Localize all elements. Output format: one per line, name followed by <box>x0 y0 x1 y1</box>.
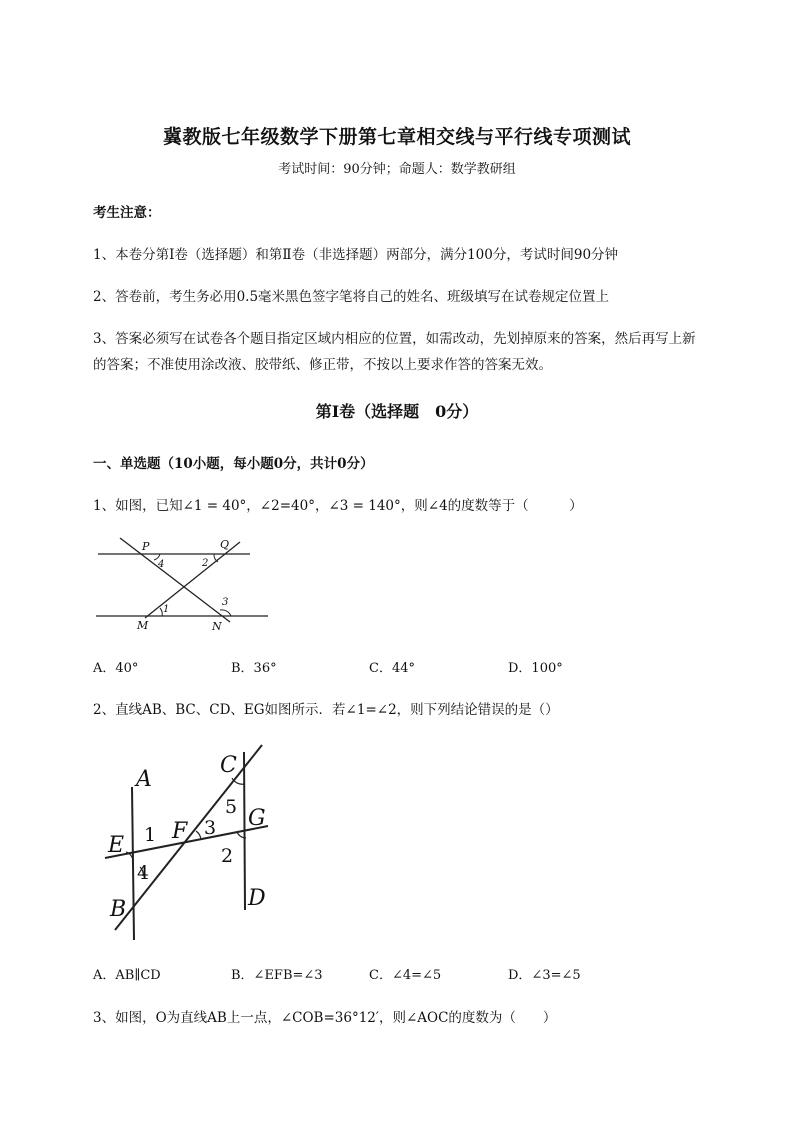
fig1-label-m: M <box>137 619 149 632</box>
fig2-label-3: 3 <box>204 817 217 839</box>
question-2-stem: 2、直线AB、BC、CD、EG如图所示．若∠1=∠2，则下列结论错误的是（） <box>93 702 559 718</box>
question-2-option-a[interactable]: A．AB∥CD <box>93 968 161 983</box>
question-1-option-d[interactable]: D．100° <box>508 661 563 676</box>
fig2-label-4: 4 <box>137 862 150 884</box>
question-1-option-c[interactable]: C．44° <box>369 661 415 676</box>
question-1-figure <box>90 530 275 635</box>
notice-item-3: 3、答案必须写在试卷各个题目指定区域内相应的位置，如需改动，先划掉原来的答案，然后再写上新 <box>93 331 696 347</box>
fig1-label-2: 2 <box>202 558 209 569</box>
question-2-option-d[interactable]: D．∠3=∠5 <box>508 968 581 983</box>
notice-item-2: 2、答卷前，考生务必用0.5毫米黑色签字笔将自己的姓名、班级填写在试卷规定位置上 <box>93 289 610 305</box>
question-2-figure <box>100 740 280 945</box>
document-title: 冀教版七年级数学下册第七章相交线与平行线专项测试 <box>162 126 631 148</box>
question-1-stem: 1、如图，已知∠1 = 40°，∠2=40°，∠3 = 140°，则∠4的度数等于（ ） <box>93 498 583 514</box>
fig1-label-p: P <box>142 540 150 553</box>
question-1-option-b[interactable]: B．36° <box>231 661 277 676</box>
question-3-stem: 3、如图，O为直线AB上一点，∠COB=36°12′，则∠AOC的度数为（ ） <box>93 1010 557 1026</box>
notice-item-3-continued: 的答案；不准使用涂改液、胶带纸、修正带，不按以上要求作答的答案无效。 <box>93 357 552 373</box>
fig1-label-n: N <box>212 620 222 633</box>
fig2-label-a: A <box>136 767 152 792</box>
notice-heading: 考生注意： <box>93 205 161 221</box>
fig2-label-g: G <box>248 806 266 831</box>
notice-item-1: 1、本卷分第I卷（选择题）和第Ⅱ卷（非选择题）两部分，满分100分，考试时间90分钟 <box>93 247 619 263</box>
fig2-label-f: F <box>172 819 188 844</box>
fig1-label-q: Q <box>220 538 230 551</box>
question-1-option-a[interactable]: A．40° <box>93 661 139 676</box>
fig2-label-e: E <box>108 833 125 858</box>
question-2-option-c[interactable]: C．∠4=∠5 <box>369 968 442 983</box>
fig1-label-4: 4 <box>158 559 165 570</box>
fig2-label-b: B <box>110 897 127 922</box>
fig2-label-d: D <box>248 886 266 911</box>
question-2-option-b[interactable]: B．∠EFB=∠3 <box>231 968 323 983</box>
section-subheading: 一、单选题（10小题，每小题0分，共计0分） <box>93 456 374 472</box>
document-subtitle: 考试时间：90分钟；命题人：数学教研组 <box>278 162 516 177</box>
fig2-label-1: 1 <box>144 824 157 846</box>
fig2-label-c: C <box>220 753 237 778</box>
section-title: 第I卷（选择题 0分） <box>315 402 479 421</box>
fig1-label-1: 1 <box>163 604 170 615</box>
fig2-label-5: 5 <box>225 796 238 818</box>
fig1-label-3: 3 <box>222 597 229 608</box>
fig2-label-2: 2 <box>221 845 234 867</box>
